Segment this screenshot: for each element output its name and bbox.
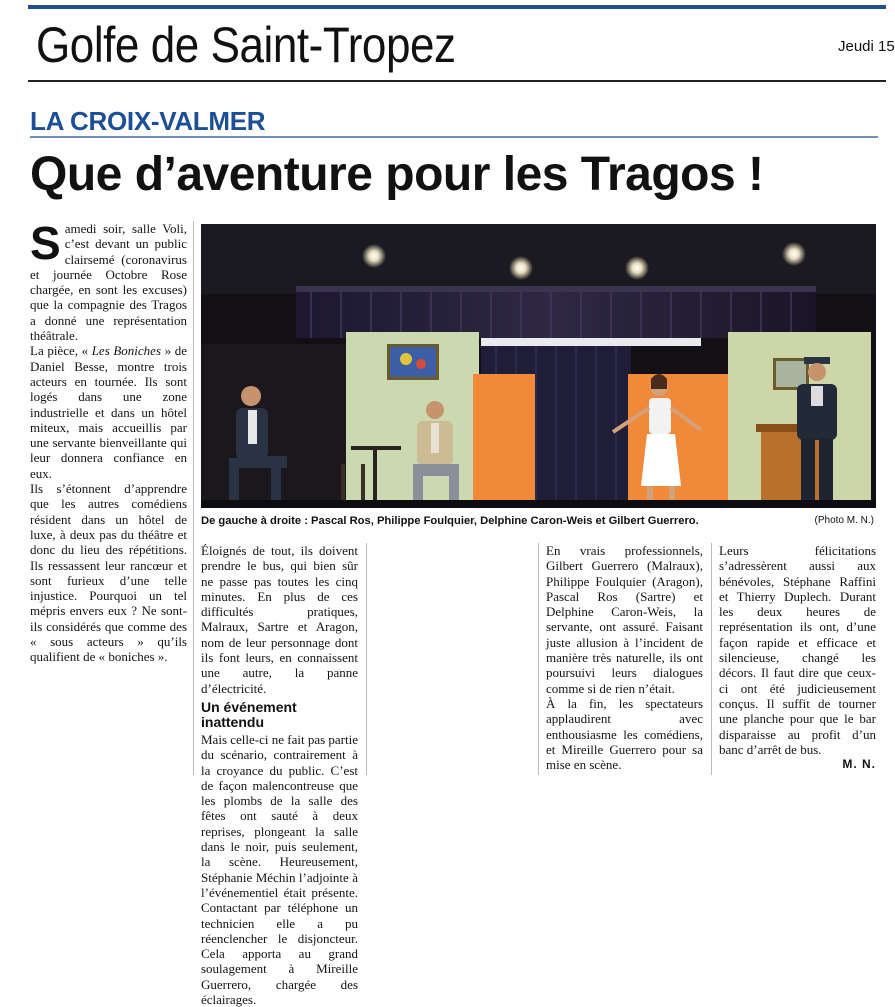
article-column-1-top xyxy=(30,217,187,665)
article-column-2 xyxy=(201,543,358,1007)
paragraph-7: À la fin, les spectateurs applaudirent avec enthousiasme les comédiens, et Mireille Guerrero pour sa mise en scène. xyxy=(546,695,703,773)
stage-photo-illustration xyxy=(201,224,876,508)
article-column-4 xyxy=(546,543,703,772)
paragraph-1-text: amedi soir, salle Voli, c’est devant un public clairsemé (coronavirus et journée Octobre Rose chargée, en sont les excuses) que la compagnie des Tragos a donné une représentation théâtrale. xyxy=(30,221,187,344)
kicker-rule xyxy=(30,136,878,138)
paragraph-2-text-b: » de Daniel Besse, montre trois acteurs en tournée. Ils sont logés dans une zone industrielle et dans un hôtel miteux, mais accueillis par une servante bienveillante qui leur donnera confiance en eux. xyxy=(30,343,187,481)
paragraph-3: Ils s’étonnent d’apprendre que les autres comédiens résident dans un hôtel de luxe, à deux pas du théâtre et donc du lieu des répétitions. Ils ressassent leur rancœur et sont furieux d’une telle injustice. Pourquoi un tel mépris envers eux ? Ne sont-ils considérés que comme des « sous acteurs » qu’ils qualifient de « boniches ». xyxy=(30,481,187,665)
paragraph-8: Leurs félicitations s’adressèrent aussi aux bénévoles, Stéphane Raffini et Thierry Duplech. Durant les deux heures de représentation ils ont, d’une façon rapide et efficace et silencieuse, changé les décors. Il faut dire que ceux-ci ont été judicieusement conçus. Il suffit de tourner une planche pour que le bar disparaisse au profit d’un banc d’arrêt de bus. xyxy=(719,543,876,757)
author-signature: M. N. xyxy=(842,757,876,772)
article-column-5 xyxy=(719,543,876,772)
paragraph-5: Mais celle-ci ne fait pas partie du scénario, contrairement à la croyance du public. C’est de façon malencontreuse que les plombs de la salle des fêtes ont sauté à deux reprises, plongeant la salle dans le noir, puis seulement, la scène. Heureusement, Stéphanie Méchin l’adjointe à l’événementiel était présente. Contactant par téléphone un technicien elle a pu réenclencher le disjoncteur. Cela apporta au grand soulagement à Mireille Guerrero, chargée des éclairages. xyxy=(201,731,359,1007)
header-rule xyxy=(28,80,886,82)
photo-credit: (Photo M. N.) xyxy=(814,515,874,526)
issue-date: Jeudi 15 xyxy=(838,38,895,55)
article-kicker: LA CROIX-VALMER xyxy=(30,106,266,136)
paragraph-1 xyxy=(30,217,187,344)
column-divider xyxy=(366,543,367,775)
column-divider xyxy=(538,543,539,775)
top-rule xyxy=(28,5,886,9)
paragraph-2-text-a: La pièce, « xyxy=(30,343,89,359)
section-title: Golfe de Saint-Tropez xyxy=(36,17,456,73)
drop-cap: S xyxy=(30,217,61,269)
article-headline: Que d’aventure pour les Tragos ! xyxy=(30,148,764,201)
photo-caption xyxy=(201,512,876,530)
stage-photo xyxy=(201,224,876,508)
subheading: Un événement inattendu xyxy=(201,698,297,730)
paragraph-6: En vrais professionnels, Gilbert Guerrero (Malraux), Philippe Foulquier (Aragon), Pascal Ros (Sartre) et Delphine Caron-Weis, la servante, ont assuré. Faisant juste allusion à l’incident de manière très naturelle, ils ont poursuivi leurs dialogues comme si de rien n’était. xyxy=(546,543,703,696)
paragraph-2 xyxy=(30,343,187,481)
play-title: Les Boniches xyxy=(88,343,165,359)
column-divider xyxy=(711,543,712,775)
paragraph-4: Éloignés de tout, ils doivent prendre le bus, qui bien sûr ne passe pas toutes les cinq minutes. En plus de ces difficultés pratiques, Malraux, Sartre et Aragon, nom de leur personnage dont ils font leurs, en connaissent une autre, la panne d’électricité. xyxy=(201,543,358,696)
column-divider xyxy=(193,221,194,775)
caption-text: De gauche à droite : Pascal Ros, Philippe Foulquier, Delphine Caron-Weis et Gilbert Guerrero. xyxy=(201,515,699,527)
